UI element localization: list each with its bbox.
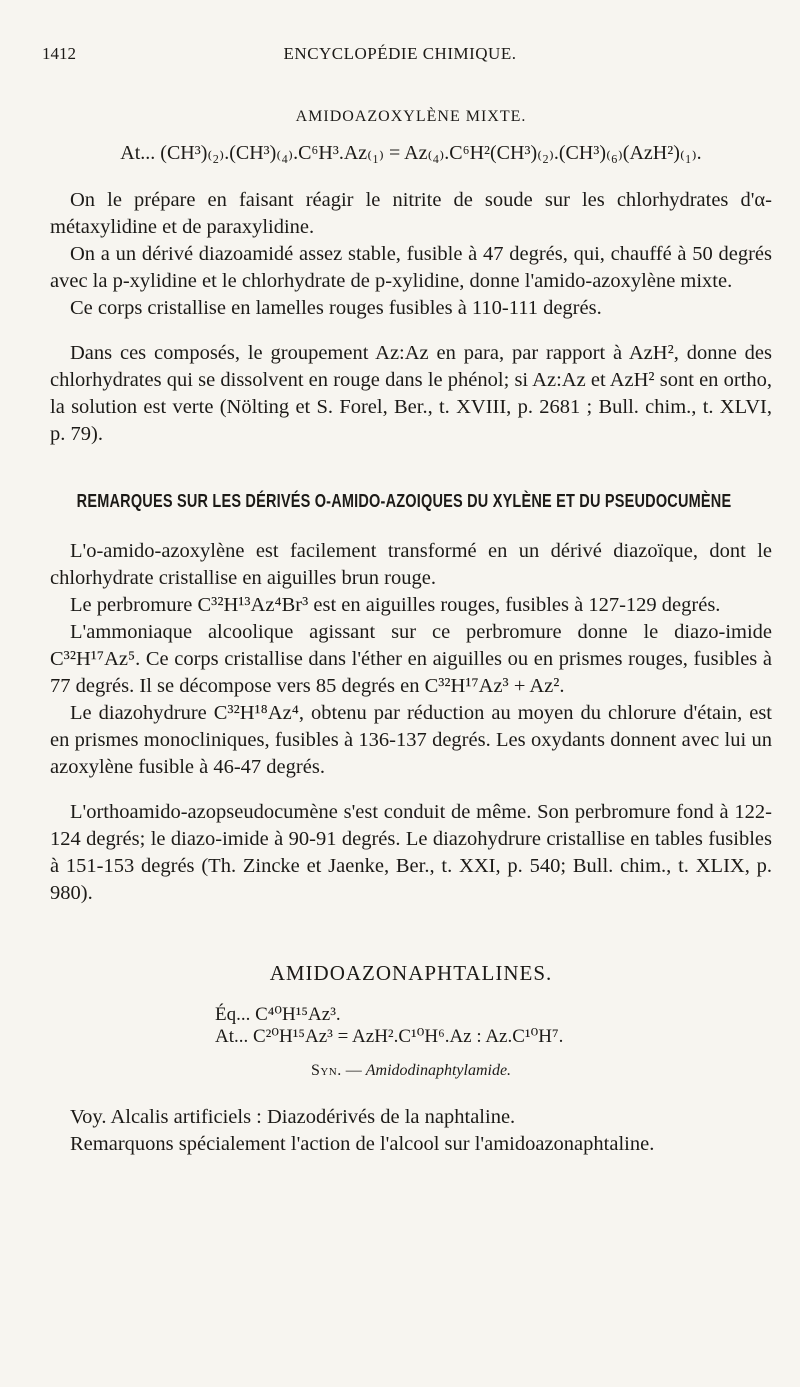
formula-at-naphtaline: At... C²⁰H¹⁵Az³ = AzH².C¹⁰H⁶.Az : Az.C¹⁰H⁷. [215, 1026, 564, 1047]
paragraph: On a un dérivé diazoamidé assez stable, fusible à 47 degrés, qui, chauffé à 50 degrés avec la p-xylidine et le chlorhydrate de p-xylidine, donne l'amido-azoxylène mixte. [50, 243, 772, 292]
running-header [42, 44, 758, 68]
synonym-value: Amidodinaphtylamide. [365, 1062, 512, 1079]
cross-reference: Voy. Alcalis artificiels : Diazodérivés de la naphtaline. [70, 1106, 516, 1128]
synonym-dash: — [341, 1062, 366, 1079]
page-body [50, 108, 772, 1158]
section-title-amidoazonaphtalines: AMIDOAZONAPHTALINES. [269, 961, 553, 985]
formula-block [215, 1004, 772, 1048]
paragraph: Ce corps cristallise en lamelles rouges fusibles à 110-111 degrés. [70, 297, 602, 319]
section-title-amidoazoxylene: AMIDOAZOXYLÈNE MIXTE. [295, 108, 527, 125]
page-number: 1412 [42, 44, 76, 63]
running-title: ENCYCLOPÉDIE CHIMIQUE. [283, 44, 517, 63]
formula-eq: Éq... C⁴⁰H¹⁵Az³. [215, 1004, 341, 1025]
paragraph: L'o-amido-azoxylène est facilement transformé en un dérivé diazoïque, dont le chlorhydrate cristallise en aiguilles brun rouge. [50, 540, 772, 589]
synonym-line [50, 1062, 772, 1080]
paragraph: L'orthoamido-azopseudocumène s'est conduit de même. Son perbromure fond à 122-124 degrés; le diazo-imide à 90-91 degrés. Le diazohydrure cristallise en tables fusibles à 151-153 degrés (Th. Zincke et Jaenke, Ber., t. XXI, p. 540; Bull. chim., t. XLIX, p. 980). [50, 801, 772, 904]
formula-at: At... (CH³)₍₂₎.(CH³)₍₄₎.C⁶H³.Az₍₁₎ = Az₍₄₎.C⁶H²(CH³)₍₂₎.(CH³)₍₆₎(AzH²)₍₁₎. [120, 142, 702, 164]
section-title-remarques: REMARQUES SUR LES DÉRIVÉS O-AMIDO-AZOIQUES DU XYLÈNE ET DU PSEUDOCUMÈNE [76, 492, 732, 512]
paragraph: Le diazohydrure C³²H¹⁸Az⁴, obtenu par réduction au moyen du chlorure d'étain, est en prismes monocliniques, fusibles à 136-137 degrés. Les oxydants donnent avec lui un azoxylène fusible à 46-47 degrés. [50, 702, 772, 778]
paragraph: Remarquons spécialement l'action de l'alcool sur l'amidoazonaphtaline. [70, 1133, 655, 1155]
paragraph: On le prépare en faisant réagir le nitrite de soude sur les chlorhydrates d'α-métaxylidine et de paraxylidine. [50, 189, 772, 238]
synonym-label: Syn. [310, 1062, 342, 1079]
paragraph: Le perbromure C³²H¹³Az⁴Br³ est en aiguilles rouges, fusibles à 127-129 degrés. [70, 594, 721, 616]
paragraph: L'ammoniaque alcoolique agissant sur ce perbromure donne le diazo-imide C³²H¹⁷Az⁵. Ce corps cristallise dans l'éther en aiguilles ou en prismes rouges, fusibles à 77 degrés. Il se décompose vers 85 degrés en C³²H¹⁷Az³ + Az². [50, 621, 772, 697]
paragraph: Dans ces composés, le groupement Az:Az en para, par rapport à AzH², donne des chlorhydrates qui se dissolvent en rouge dans le phénol; si Az:Az et AzH² sont en ortho, la solution est verte (Nölting et S. Forel, Ber., t. XVIII, p. 2681 ; Bull. chim., t. XLVI, p. 79). [50, 342, 772, 445]
